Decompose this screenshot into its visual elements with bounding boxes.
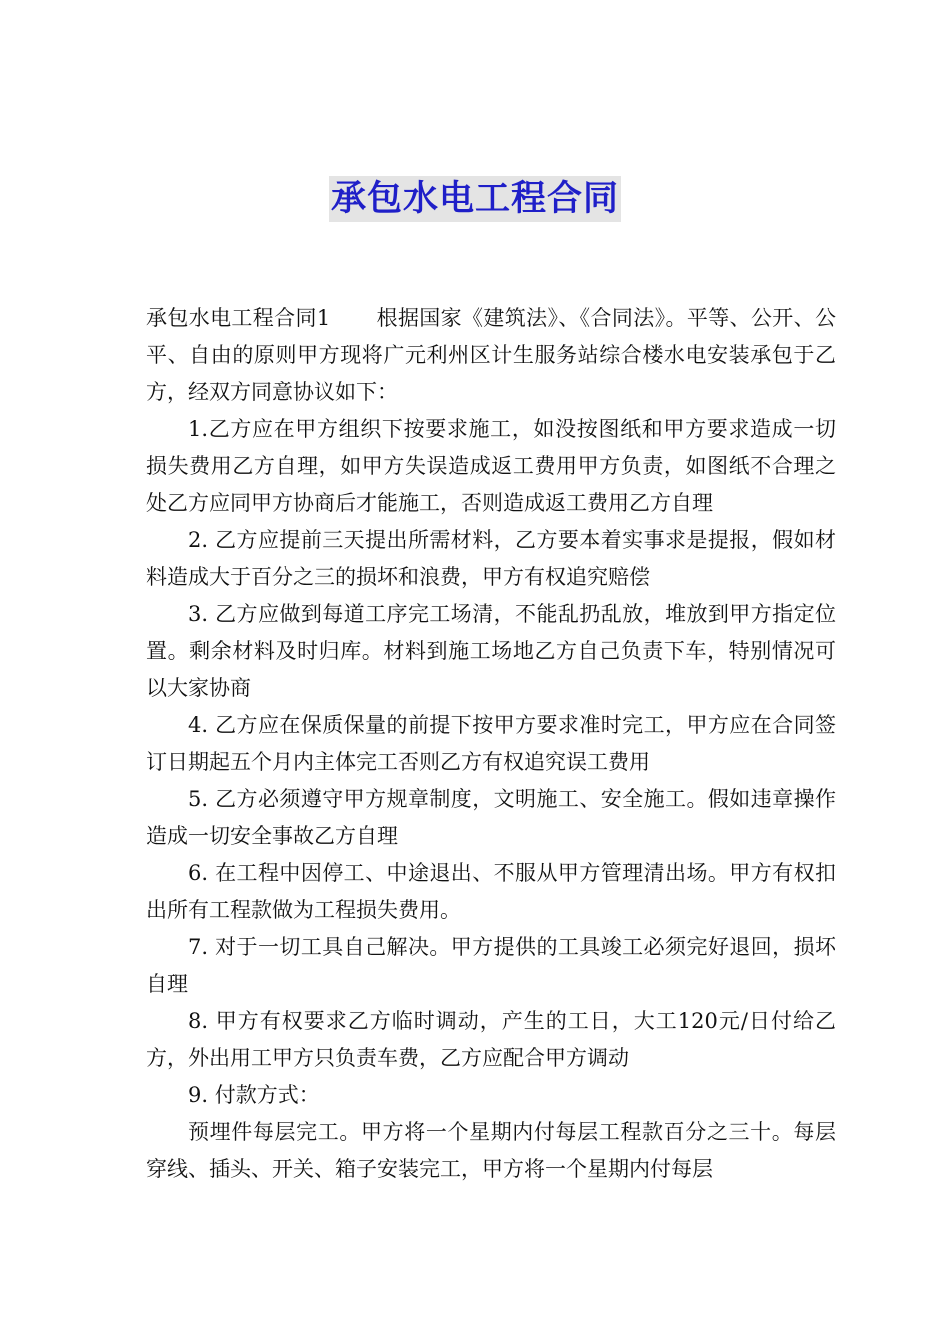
payment-paragraph: 预埋件每层完工。甲方将一个星期内付每层工程款百分之三十。每层穿线、插头、开关、箱子安装完工，甲方将一个星期内付每层 <box>146 1120 836 1181</box>
clause-4: 4. 乙方应在保质保量的前提下按甲方要求准时完工，甲方应在合同签订日期起五个月内主体完工否则乙方有权追究误工费用 <box>146 713 836 774</box>
document-body <box>146 300 836 1188</box>
clause-8: 8. 甲方有权要求乙方临时调动，产生的工日，大工120元/日付给乙方，外出用工甲方只负责车费，乙方应配合甲方调动 <box>146 1009 836 1070</box>
intro-paragraph <box>146 300 836 411</box>
clause-1: 1.乙方应在甲方组织下按要求施工，如没按图纸和甲方要求造成一切损失费用乙方自理，如甲方失误造成返工费用甲方负责，如图纸不合理之处乙方应同甲方协商后才能施工，否则造成返工费用乙方自理 <box>146 417 836 515</box>
intro-text: 根据国家《建筑法》、《合同法》。平等、公开、公平、自由的原则甲方现将广元利州区计生服务站综合楼水电安装承包于乙方，经双方同意协议如下： <box>146 306 836 404</box>
intro-heading: 承包水电工程合同1 <box>146 306 331 330</box>
clause-7: 7. 对于一切工具自己解决。甲方提供的工具竣工必须完好退回，损坏自理 <box>146 935 836 996</box>
clause-9-heading: 9. 付款方式： <box>188 1083 320 1107</box>
title-container <box>0 176 950 222</box>
document-title: 承包水电工程合同 <box>329 176 621 222</box>
clause-6: 6. 在工程中因停工、中途退出、不服从甲方管理清出场。甲方有权扣出所有工程款做为工程损失费用。 <box>146 861 836 922</box>
clause-2: 2. 乙方应提前三天提出所需材料，乙方要本着实事求是提报，假如材料造成大于百分之三的损坏和浪费，甲方有权追究赔偿 <box>146 528 836 589</box>
clause-3: 3. 乙方应做到每道工序完工场清，不能乱扔乱放，堆放到甲方指定位置。剩余材料及时归库。材料到施工场地乙方自己负责下车，特别情况可以大家协商 <box>146 602 836 700</box>
clause-5: 5. 乙方必须遵守甲方规章制度，文明施工、安全施工。假如违章操作造成一切安全事故乙方自理 <box>146 787 836 848</box>
